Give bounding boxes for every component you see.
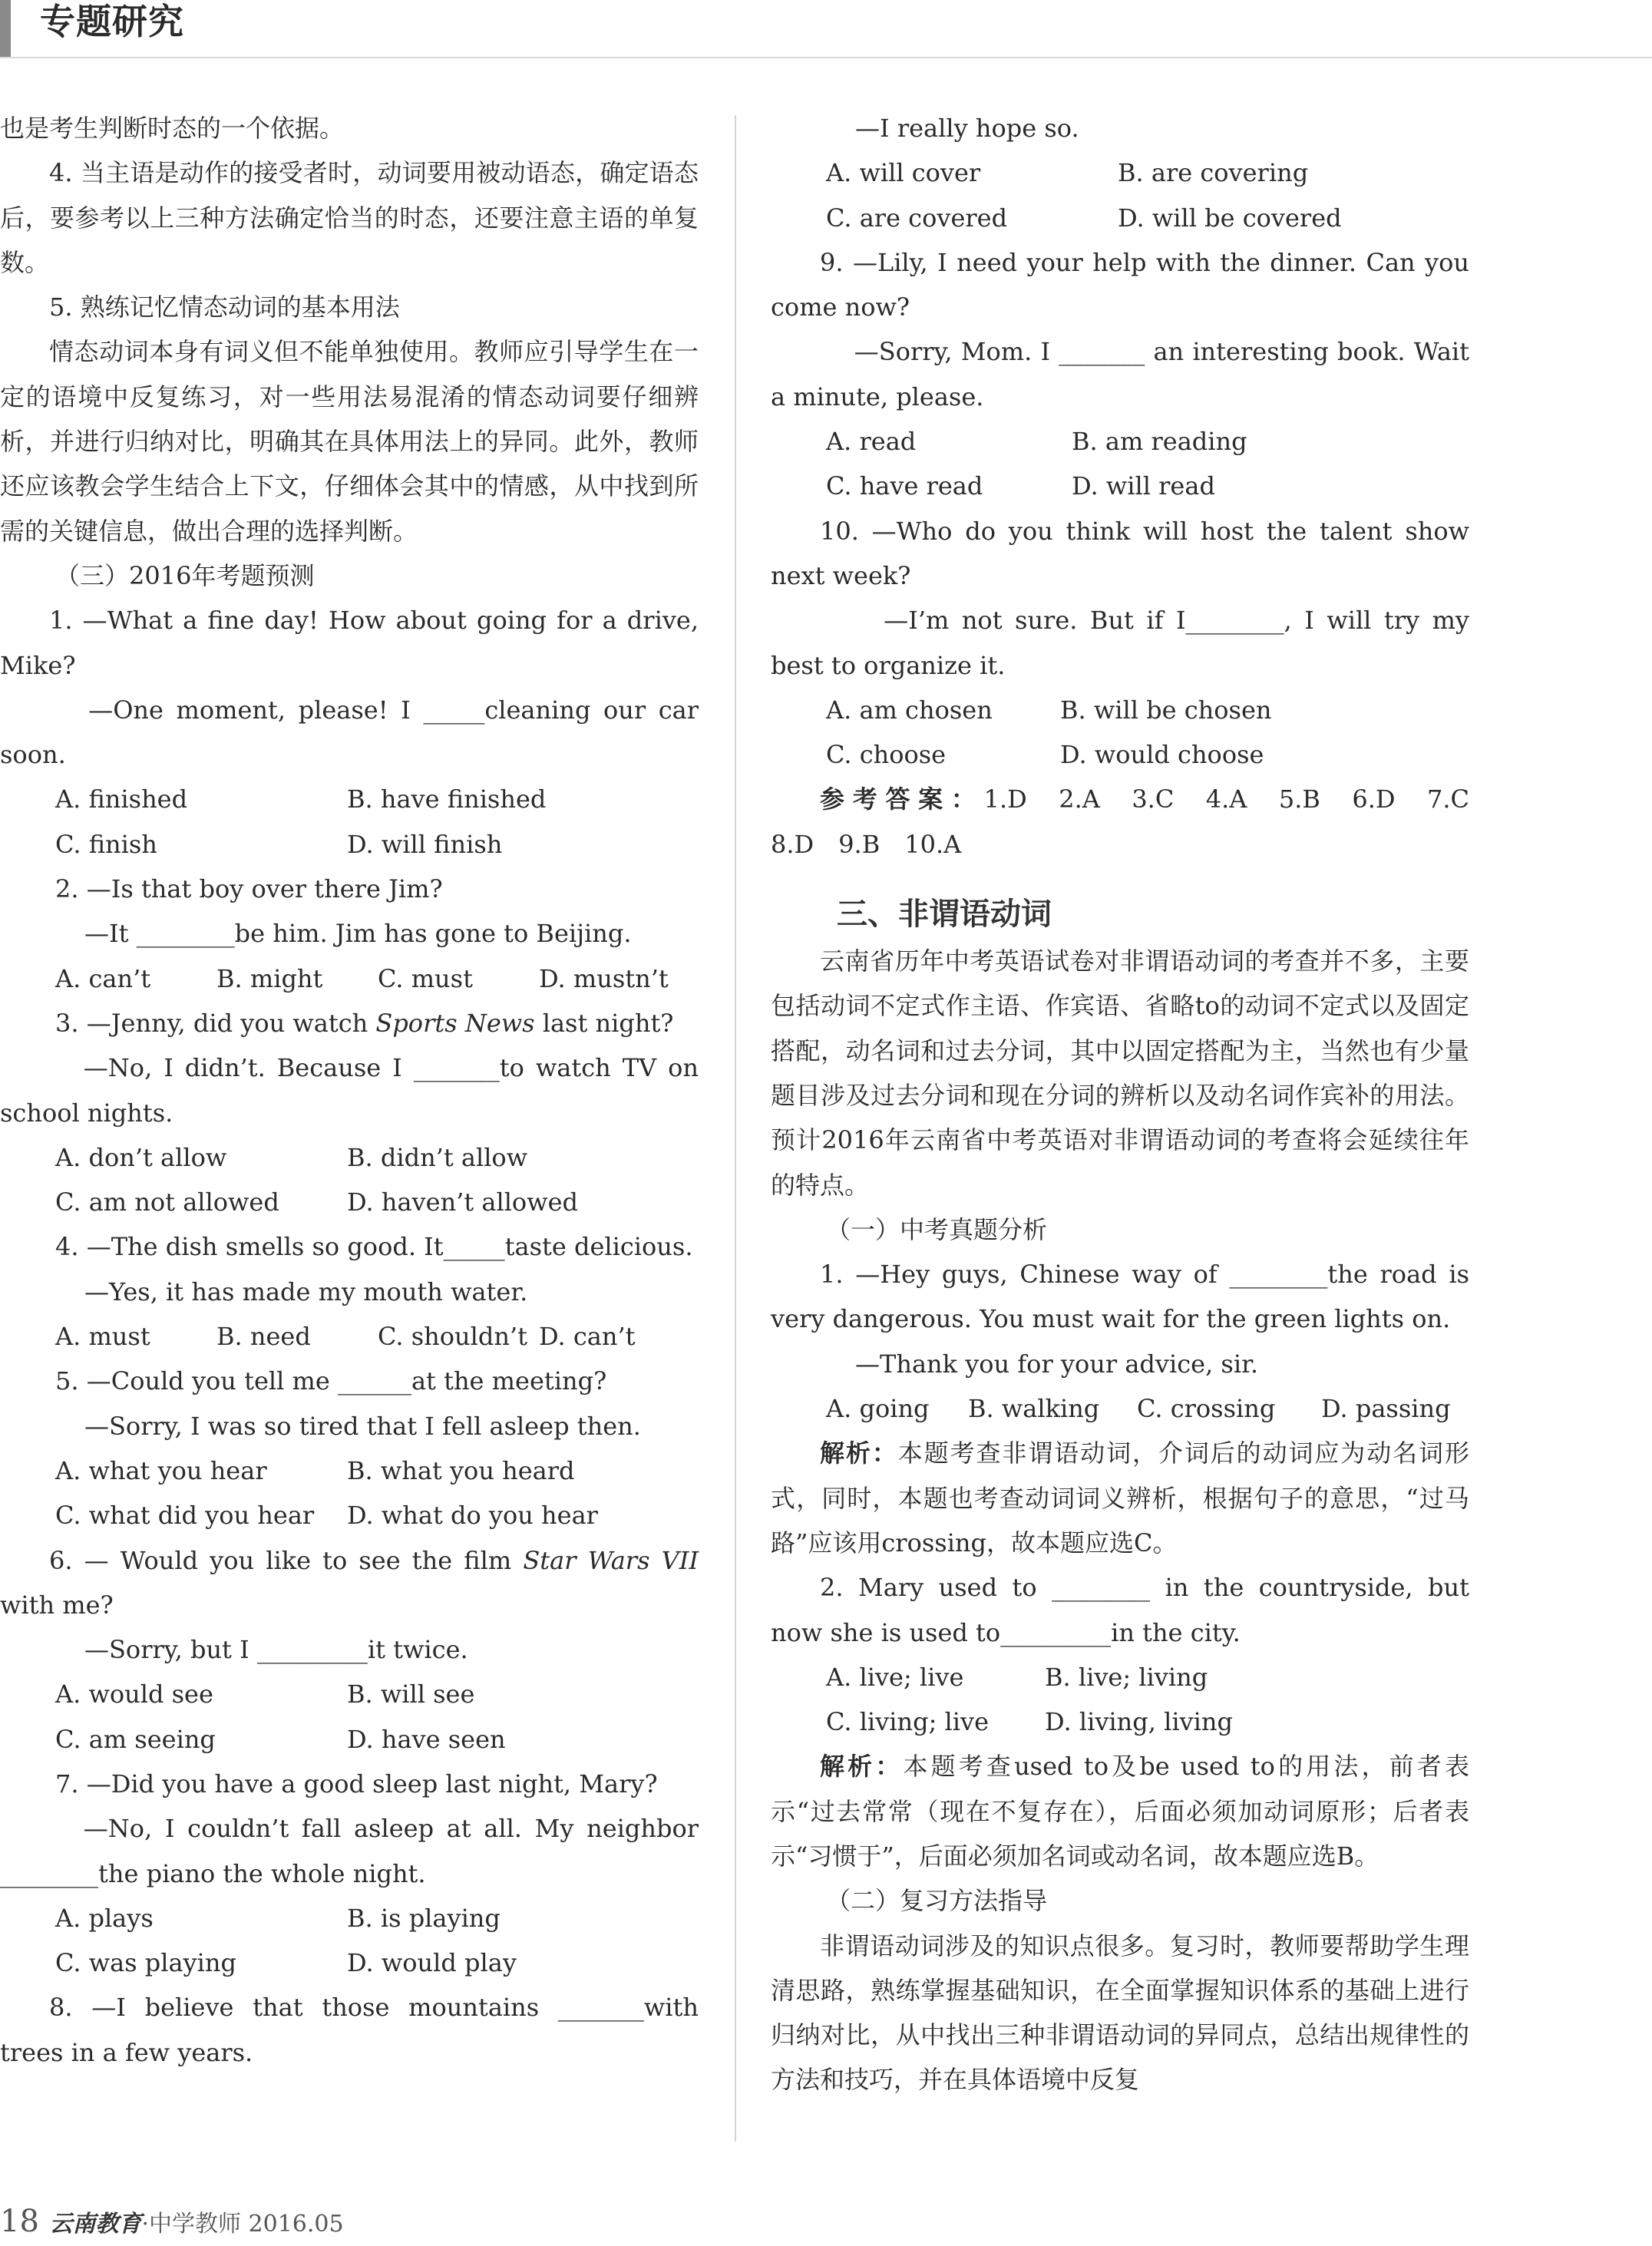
question-reply: —Sorry, I was so tired that I fell asleep then. [84,1411,641,1441]
answer-options [771,1699,1469,1744]
stem-italic: Sports News [375,1008,535,1038]
option-c: C. must [378,963,473,993]
option-a: A. can’t [55,963,151,993]
subsection-title: （一）中考真题分析 [826,1214,1048,1244]
answer-options [0,1448,699,1493]
answer-options [771,150,1469,195]
header-title: 专题研究 [40,1,184,42]
option-b: B. need [216,1322,311,1352]
option-a: A. going [826,1394,930,1424]
answer-options [0,1180,699,1224]
option-b: B. have finished [347,784,547,814]
question-reply: —Sorry, Mom. I _______ an interesting book. Wait a minute, please. [771,337,1469,411]
question-stem: 1. —Hey guys, Chinese way of ________the road is very dangerous. You must wait for the green lights on. [771,1260,1469,1334]
option-c: C. choose [826,740,947,770]
explanation [771,1431,1469,1565]
question-reply: —I’m not sure. But if I________, I will try my best to organize it. [771,606,1469,680]
answer-key-text: 1.D 2.A 3.C 4.A 5.B 6.D 7.C 8.D 9.B 10.A [771,784,1494,859]
option-b: B. what you heard [347,1455,575,1485]
question-stem [0,1001,699,1045]
answer-options [771,464,1469,508]
page-header [0,0,1652,58]
answer-options [0,1940,699,1985]
paragraph: 情态动词本身有词义但不能单独使用。教师应引导学生在一定的语境中反复练习，对一些用法易混淆的情态动词要仔细辨析，并进行归纳对比，明确其在具体用法上的异同。此外，教师还应该教会学生结合上下文，仔细体会其中的情感，从中找到所需的关键信息，做出合理的选择判断。 [0,337,699,546]
answer-options [771,1386,1469,1431]
subsection-title: （三）2016年考题预测 [55,560,315,590]
question-reply: —I really hope so. [855,114,1079,143]
option-b: B. might [216,963,323,993]
answer-options [771,419,1469,464]
option-d: D. living, living [1045,1707,1233,1737]
option-a: A. will cover [826,158,981,188]
question-stem: 5. —Could you tell me ______at the meeting? [55,1366,607,1396]
column-divider [735,115,736,2142]
option-c: C. was playing [55,1948,236,1978]
option-a: A. must [55,1322,150,1352]
paragraph: 非谓语动词涉及的知识点很多。复习时，教师要帮助学生理清思路，熟练掌握基础知识，在全面掌握知识体系的基础上进行归纳对比，从中找出三种非谓语动词的异同点，总结出规律性的方法和技巧，并在具体语境中反复 [771,1931,1469,2095]
question-stem: 4. —The dish smells so good. It_____taste delicious. [55,1232,693,1262]
question-stem: 8. —I believe that those mountains _______with trees in a few years. [0,1993,699,2067]
explanation-label: 解析： [820,1752,904,1782]
option-d: D. what do you hear [347,1501,598,1531]
option-b: B. am reading [1072,427,1247,457]
option-c: C. living; live [826,1707,989,1737]
answer-options [771,1655,1469,1699]
section-title: 三、非谓语动词 [837,897,1052,933]
stem-text: with me? [0,1590,114,1620]
paragraph-heading: 5. 熟练记忆情态动词的基本用法 [49,292,400,322]
question-reply: —Sorry, but I _________it twice. [84,1635,468,1665]
answer-options [771,196,1469,240]
stem-text: 3. —Jenny, did you watch [55,1008,376,1038]
answer-options [0,1314,699,1359]
header-accent-bar [0,0,11,57]
option-a: A. finished [55,784,188,814]
left-column [0,106,699,2075]
stem-text: last night? [534,1008,674,1038]
option-c: C. am not allowed [55,1187,279,1217]
answer-options [0,1135,699,1180]
option-c: C. am seeing [55,1724,216,1754]
option-a: A. would see [55,1680,213,1709]
option-a: A. am chosen [826,695,993,725]
magazine-logo: 云南教育 [49,2211,142,2238]
option-b: B. didn’t allow [347,1142,528,1172]
question-stem: 1. —What a fine day! How about going for a drive, Mike? [0,606,699,680]
option-d: D. will read [1072,471,1215,501]
answer-options [0,1896,699,1940]
option-a: A. read [826,427,917,457]
question-reply: —No, I couldn’t fall asleep at all. My neighbor ________the piano the whole night. [0,1814,699,1888]
option-d: D. haven’t allowed [347,1187,578,1217]
option-a: A. plays [55,1903,154,1933]
option-b: B. live; living [1045,1662,1208,1692]
question-stem [0,1538,699,1628]
option-d: D. would play [347,1948,517,1978]
option-d: D. can’t [539,1322,636,1352]
answer-options [0,1717,699,1762]
explanation-text: 本题考查非谓语动词，介词后的动词应为动名词形式，同时，本题也考查动词词义辨析，根据句子的意思，“过马路”应该用crossing，故本题应选C。 [771,1438,1469,1557]
option-d: D. would choose [1060,740,1264,770]
footer-text: ·中学教师 2016.05 [141,2211,344,2238]
explanation-label: 解析： [820,1438,898,1468]
option-c: C. finish [55,829,157,859]
answer-options [771,688,1469,732]
option-d: D. will be covered [1118,203,1342,233]
option-d: D. have seen [347,1724,506,1754]
option-c: C. have read [826,471,983,501]
question-reply: —It ________be him. Jim has gone to Beijing. [84,919,632,949]
answer-options [771,732,1469,777]
option-d: D. mustn’t [539,963,669,993]
option-c: C. crossing [1137,1394,1276,1424]
question-stem: 2. —Is that boy over there Jim? [55,874,443,904]
option-b: B. will be chosen [1060,695,1272,725]
answer-options [0,822,699,867]
answer-options [0,777,699,821]
stem-text: 6. — Would you like to see the film [49,1545,524,1575]
option-c: C. what did you hear [55,1501,315,1531]
option-c: C. are covered [826,203,1008,233]
answer-key [771,777,1494,867]
question-reply: —No, I didn’t. Because I _______to watch TV on school nights. [0,1053,699,1128]
option-a: A. what you hear [55,1455,267,1485]
question-stem: 9. —Lily, I need your help with the dinner. Can you come now? [771,247,1469,322]
answer-options [0,1672,699,1716]
page-footer [0,2205,344,2238]
answer-options [0,956,699,1001]
option-d: D. will finish [347,829,503,859]
page-number: 18 [0,2204,39,2239]
option-b: B. will see [347,1680,475,1709]
option-a: A. live; live [826,1662,964,1692]
paragraph: 4. 当主语是动作的接受者时，动词要用被动语态，确定语态后，要参考以上三种方法确定恰当的时态，还要注意主语的单复数。 [0,158,699,277]
explanation-text: 本题考查used to及be used to的用法，前者表示“过去常常（现在不复存在），后面必须加动词原形；后者表示“习惯于”，后面必须加名词或动名词，故本题应选B。 [771,1752,1469,1871]
question-reply: —Thank you for your advice, sir. [855,1349,1259,1379]
answer-options [0,1493,699,1538]
question-stem: 7. —Did you have a good sleep last night, Mary? [55,1769,658,1798]
option-b: B. are covering [1118,158,1309,188]
explanation [771,1744,1469,1878]
option-d: D. passing [1321,1394,1451,1424]
option-a: A. don’t allow [55,1142,227,1172]
option-c: C. shouldn’t [378,1322,527,1352]
paragraph: 也是考生判断时态的一个依据。 [0,114,345,143]
paragraph: 云南省历年中考英语试卷对非谓语动词的考查并不多，主要包括动词不定式作主语、作宾语、省略to的动词不定式以及固定搭配，动名词和过去分词，其中以固定搭配为主，当然也有少量题目涉及过去分词和现在分词的辨析以及动名词作宾补的用法。预计2016年云南省中考英语对非谓语动词的考查将会延续往年的特点。 [771,946,1469,1200]
option-b: B. walking [968,1394,1100,1424]
option-b: B. is playing [347,1903,501,1933]
right-column [771,106,1494,2102]
question-stem: 2. Mary used to ________ in the countryside, but now she is used to_________in the city. [771,1573,1469,1647]
subsection-title: （二）复习方法指导 [826,1886,1048,1916]
answer-key-label: 参考答案： [820,784,984,814]
question-reply: —Yes, it has made my mouth water. [84,1277,528,1306]
question-stem: 10. —Who do you think will host the talent show next week? [771,516,1469,590]
stem-italic: Star Wars VII [523,1545,699,1575]
question-reply: —One moment, please! I _____cleaning our car soon. [0,695,699,770]
